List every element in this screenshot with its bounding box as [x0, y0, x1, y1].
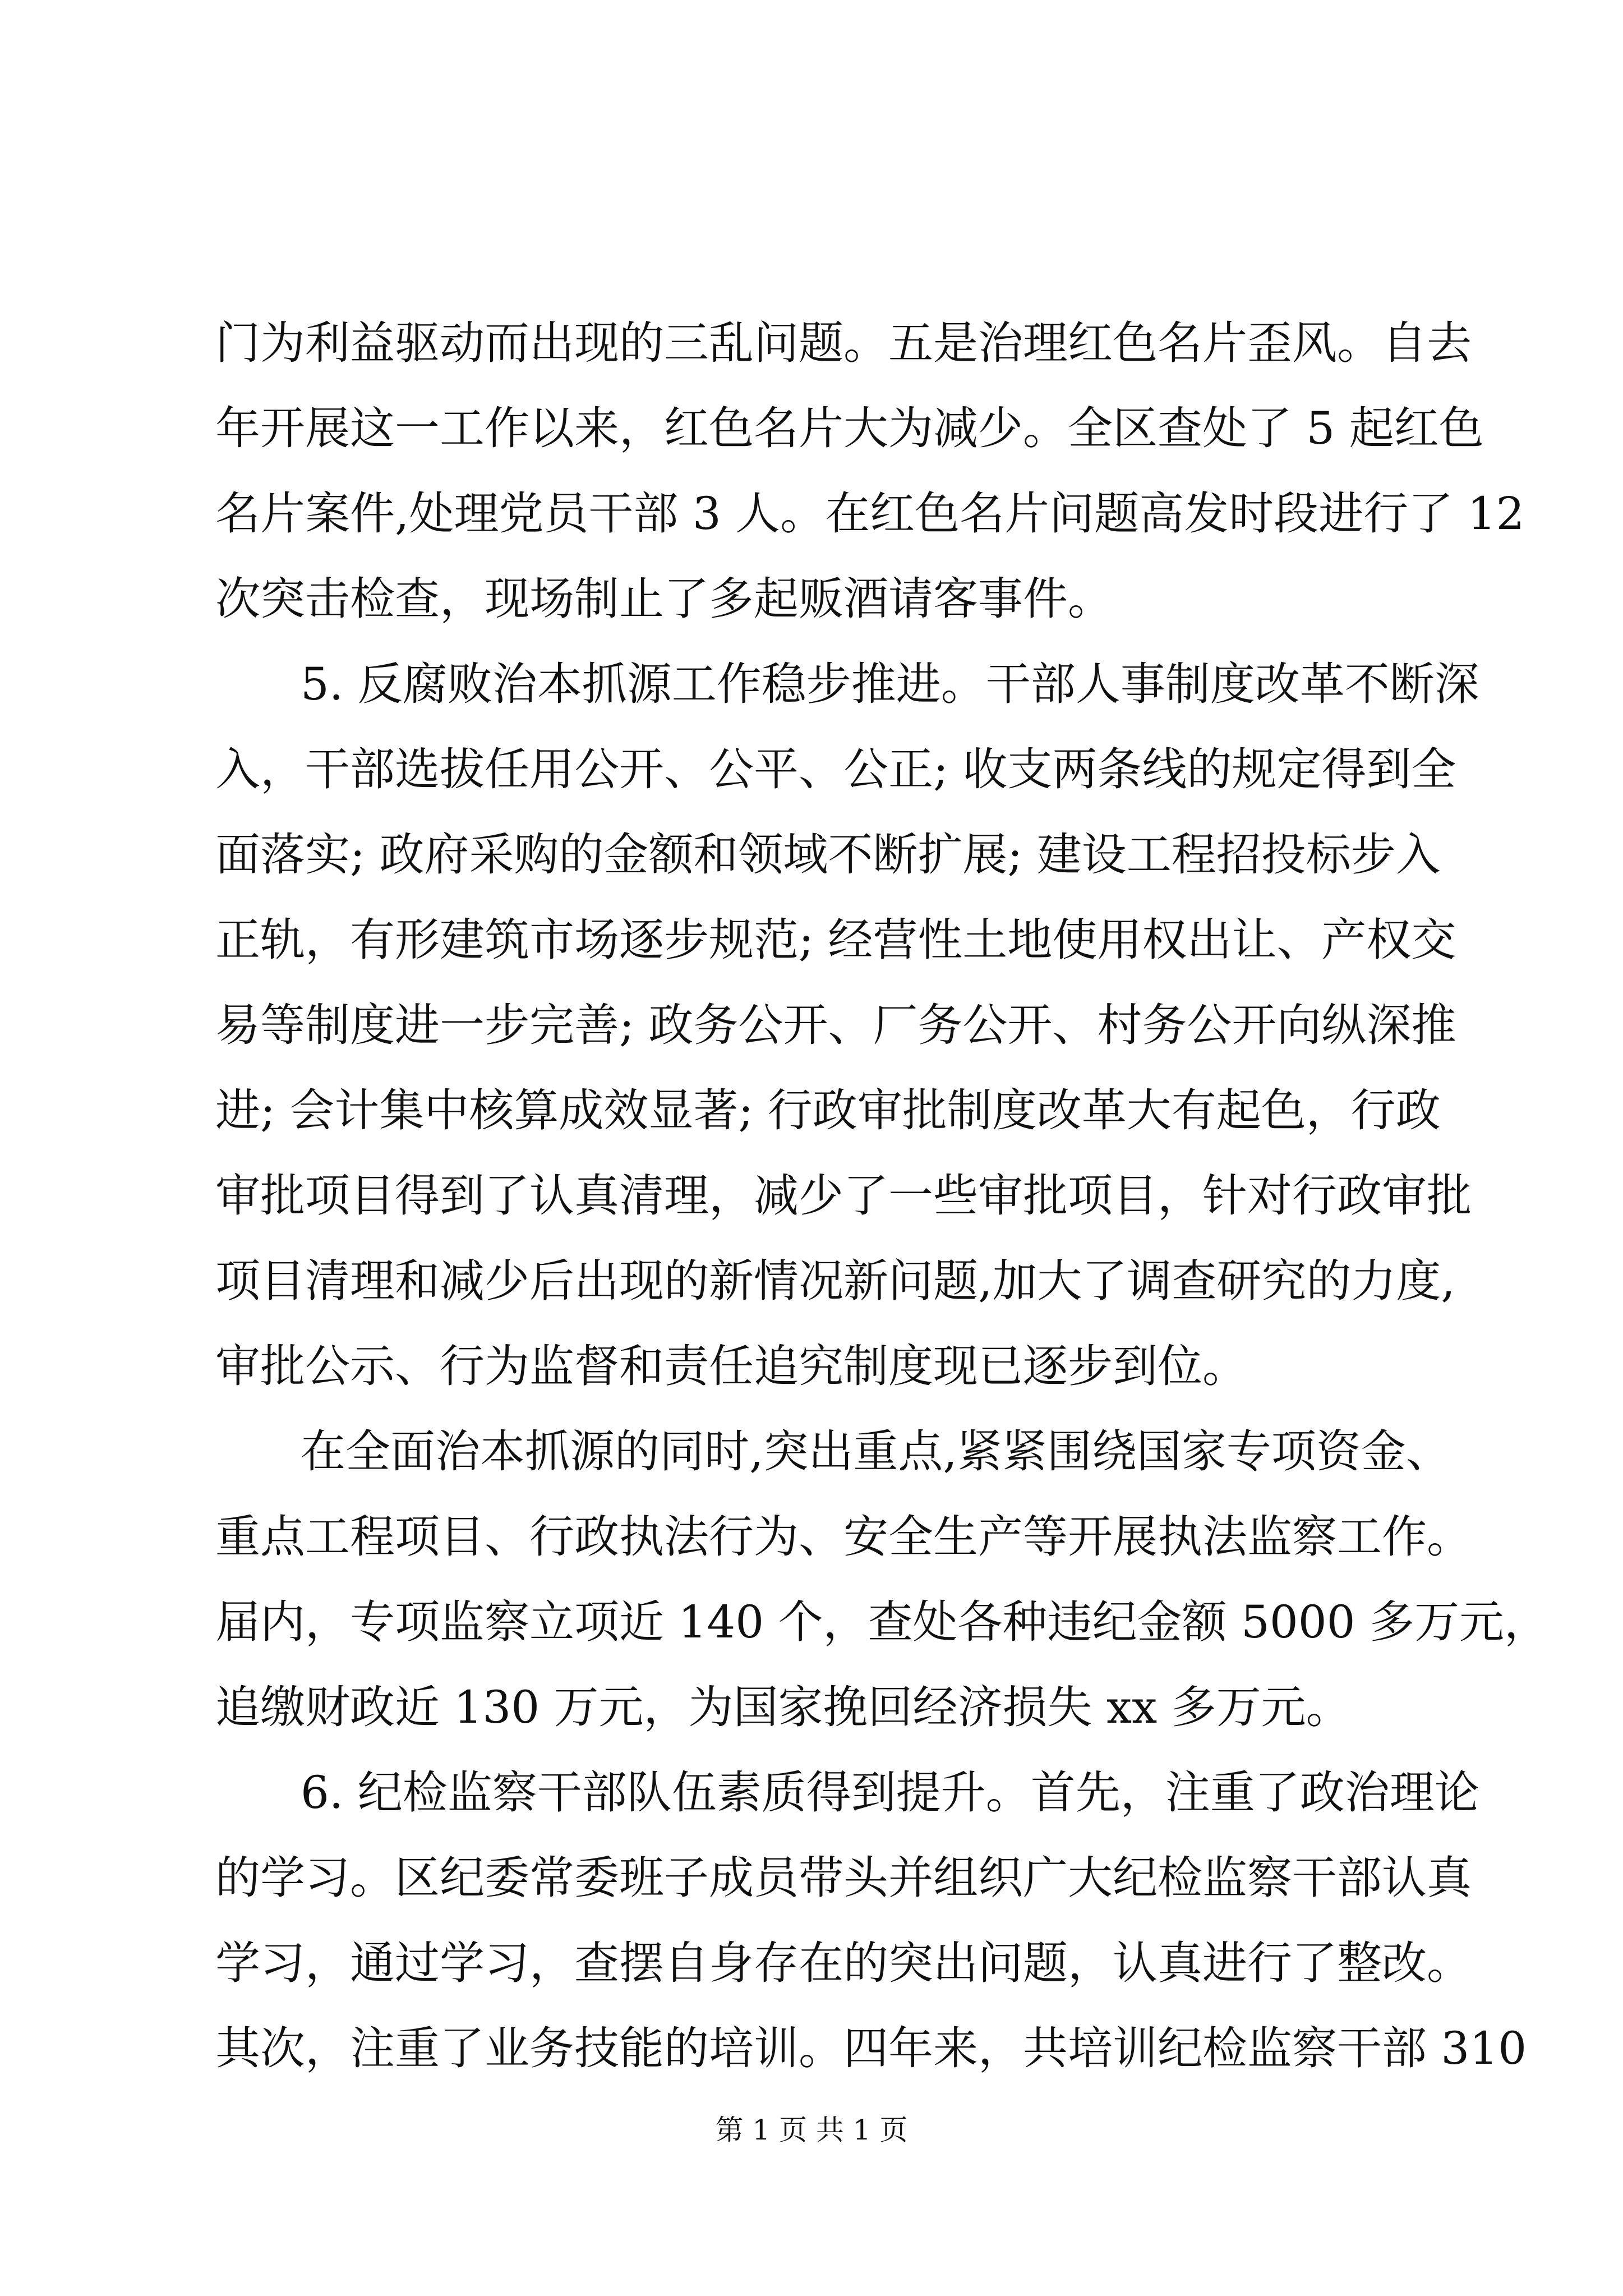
text-line-18: 6. 纪检监察干部队伍素质得到提升。首先，注重了政治理论: [301, 1766, 1479, 1819]
text-line-10: 进; 会计集中核算成效显著; 行政审批制度改革大有起色，行政: [215, 1084, 1441, 1137]
text-line-4: 次突击检查，现场制止了多起贩酒请客事件。: [215, 573, 1113, 625]
text-line-3: 名片案件,处理党员干部 3 人。在红色名片问题高发时段进行了 12: [215, 487, 1525, 540]
text-line-1: 门为利益驱动而出现的三乱问题。五是治理红色名片歪风。自去: [215, 317, 1472, 369]
text-line-20: 学习，通过学习，查摆自身存在的突出问题，认真进行了整改。: [215, 1937, 1472, 1989]
text-line-5: 5. 反腐败治本抓源工作稳步推进。干部人事制度改革不断深: [301, 658, 1479, 710]
text-line-9: 易等制度进一步完善; 政务公开、厂务公开、村务公开向纵深推: [215, 999, 1456, 1051]
text-line-15: 重点工程项目、行政执法行为、安全生产等开展执法监察工作。: [215, 1511, 1472, 1563]
text-line-8: 正轨，有形建筑市场逐步规范; 经营性土地使用权出让、产权交: [215, 914, 1456, 966]
text-line-6: 入，干部选拔任用公开、公平、公正; 收支两条线的规定得到全: [215, 743, 1456, 795]
text-line-16: 届内，专项监察立项近 140 个，查处各种违纪金额 5000 多万元，: [215, 1596, 1550, 1648]
text-line-14: 在全面治本抓源的同时,突出重点,紧紧围绕国家专项资金、: [301, 1425, 1451, 1478]
text-line-13: 审批公示、行为监督和责任追究制度现已逐步到位。: [215, 1340, 1247, 1392]
text-line-17: 追缴财政近 130 万元，为国家挽回经济损失 xx 多万元。: [215, 1681, 1351, 1733]
page-footer: 第 1 页 共 1 页: [715, 2114, 908, 2146]
text-line-7: 面落实; 政府采购的金额和领域不断扩展; 建设工程招投标步入: [215, 829, 1441, 881]
text-line-11: 审批项目得到了认真清理，减少了一些审批项目，针对行政审批: [215, 1170, 1472, 1222]
text-line-2: 年开展这一工作以来，红色名片大为减少。全区查处了 5 起红色: [215, 402, 1484, 454]
text-line-21: 其次，注重了业务技能的培训。四年来，共培训纪检监察干部 310: [215, 2022, 1527, 2074]
text-line-19: 的学习。区纪委常委班子成员带头并组织广大纪检监察干部认真: [215, 1852, 1472, 1904]
text-line-12: 项目清理和减少后出现的新情况新问题,加大了调查研究的力度,: [215, 1255, 1455, 1307]
